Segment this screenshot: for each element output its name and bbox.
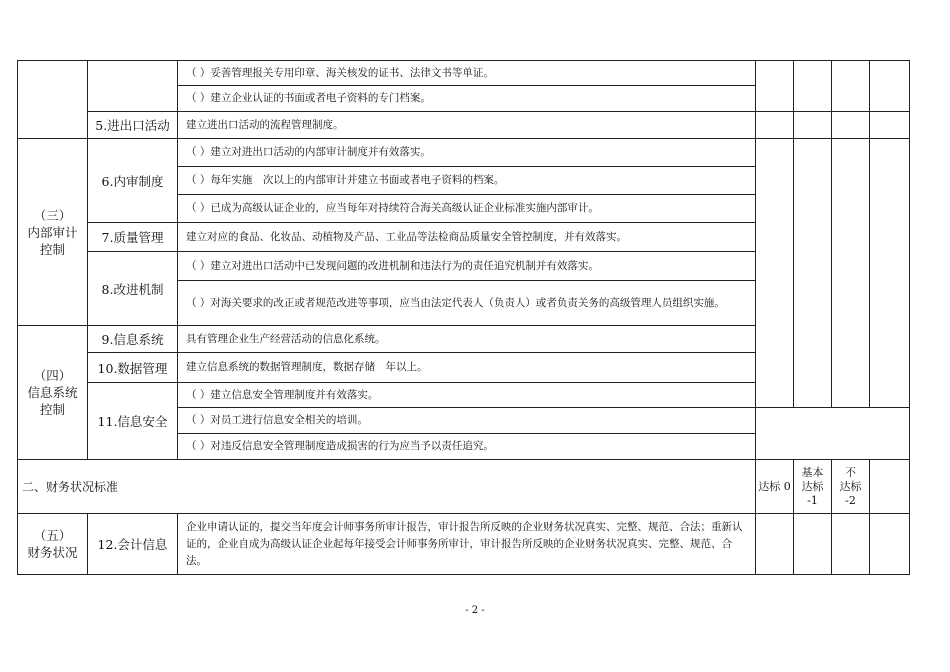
- category-number: （五）: [33, 528, 72, 543]
- criterion-text: （ ）已成为高级认证企业的，应当每年对持续符合海关高级认证企业标准实施内部审计。: [178, 195, 756, 223]
- category-title-cont: 控制: [39, 402, 65, 417]
- category-title: 财务状况: [27, 545, 78, 560]
- criterion-text: （ ）对海关要求的改正或者规范改进等事项，应当由法定代表人（负责人）或者负责关务的高级管理人员组织实施。: [178, 281, 756, 326]
- level-non-line1: 不: [845, 465, 856, 479]
- score-cell[interactable]: [794, 514, 832, 575]
- criterion-text: 建立进出口活动的流程管理制度。: [178, 112, 756, 139]
- criterion-text: （ ）建立对进出口活动的内部审计制度并有效落实。: [178, 139, 756, 167]
- category-finance: [18, 514, 88, 575]
- score-cell[interactable]: [832, 514, 870, 575]
- section-header-row: [18, 460, 910, 514]
- score-cell[interactable]: [756, 112, 794, 139]
- criterion-text: 建立对应的食品、化妆品、动植物及产品、工业品等法检商品质量安全管控制度，并有效落实。: [178, 223, 756, 252]
- table-row: [18, 514, 910, 575]
- score-cell[interactable]: [870, 112, 910, 139]
- criterion-text: 企业申请认证的，提交当年度会计师事务所审计报告，审计报告所反映的企业财务状况真实、完整、规范、合法；重新认证的，企业自成为高级认证企业起每年接受会计师事务所审计，审计报告所反映的企业财务状况真实、完整、规范、合法。: [178, 514, 756, 575]
- item-cell-previous: [88, 61, 178, 112]
- page-number: - 2 -: [465, 605, 485, 616]
- score-cell[interactable]: [832, 61, 870, 112]
- item-label: 6.内审制度: [88, 139, 178, 223]
- score-cell[interactable]: [756, 514, 794, 575]
- table-row: [18, 61, 910, 86]
- level-basic-line2: 达标: [801, 479, 824, 493]
- category-title: 内部审计: [27, 224, 78, 240]
- level-non-line2: 达标: [839, 479, 862, 493]
- score-cell[interactable]: [794, 112, 832, 139]
- level-basic: [794, 460, 832, 514]
- level-basic-line1: 基本: [801, 465, 824, 479]
- score-cell[interactable]: [756, 139, 794, 408]
- criterion-text: 具有管理企业生产经营活动的信息化系统。: [178, 326, 756, 353]
- criterion-text: （ ）妥善管理报关专用印章、海关核发的证书、法律文书等单证。: [178, 61, 756, 86]
- item-label: 5.进出口活动: [88, 112, 178, 139]
- criterion-text: （ ）建立信息安全管理制度并有效落实。: [178, 383, 756, 408]
- score-cell[interactable]: [870, 460, 910, 514]
- table-row: [18, 112, 910, 139]
- level-noncompliant: [832, 460, 870, 514]
- category-info-system: [18, 326, 88, 460]
- category-number: （三）: [33, 207, 72, 223]
- level-basic-score: -1: [807, 493, 818, 507]
- score-cell[interactable]: [756, 61, 794, 112]
- item-label: 10.数据管理: [88, 353, 178, 383]
- score-cell[interactable]: [832, 112, 870, 139]
- category-cell-previous: [18, 61, 88, 139]
- assessment-table: [17, 60, 910, 575]
- item-label: 11.信息安全: [88, 383, 178, 460]
- score-cell[interactable]: [870, 514, 910, 575]
- item-label: 12.会计信息: [88, 514, 178, 575]
- score-cell[interactable]: [794, 139, 832, 408]
- criterion-text: 建立信息系统的数据管理制度，数据存储 年以上。: [178, 353, 756, 383]
- criterion-text: （ ）对违反信息安全管理制度造成损害的行为应当予以责任追究。: [178, 434, 756, 460]
- criterion-text: （ ）对员工进行信息安全相关的培训。: [178, 408, 756, 434]
- score-cell[interactable]: [832, 139, 870, 408]
- table-row: [18, 139, 910, 167]
- level-non-score: -2: [845, 493, 856, 507]
- score-cell[interactable]: [794, 61, 832, 112]
- category-title-cont: 控制: [39, 241, 65, 257]
- criterion-text: （ ）建立对进出口活动中已发现问题的改进机制和违法行为的责任追究机制并有效落实。: [178, 252, 756, 281]
- item-label: 8.改进机制: [88, 252, 178, 326]
- category-title: 信息系统: [27, 385, 78, 400]
- level-compliant: 达标 0: [756, 460, 794, 514]
- criterion-text: （ ）每年实施 次以上的内部审计并建立书面或者电子资料的档案。: [178, 167, 756, 195]
- section-title: 二、财务状况标准: [18, 460, 756, 514]
- score-cell[interactable]: [870, 139, 910, 408]
- score-cell[interactable]: [870, 61, 910, 112]
- criterion-text: （ ）建立企业认证的书面或者电子资料的专门档案。: [178, 86, 756, 112]
- category-internal-audit: [18, 139, 88, 326]
- item-label: 7.质量管理: [88, 223, 178, 252]
- category-number: （四）: [33, 368, 72, 383]
- item-label: 9.信息系统: [88, 326, 178, 353]
